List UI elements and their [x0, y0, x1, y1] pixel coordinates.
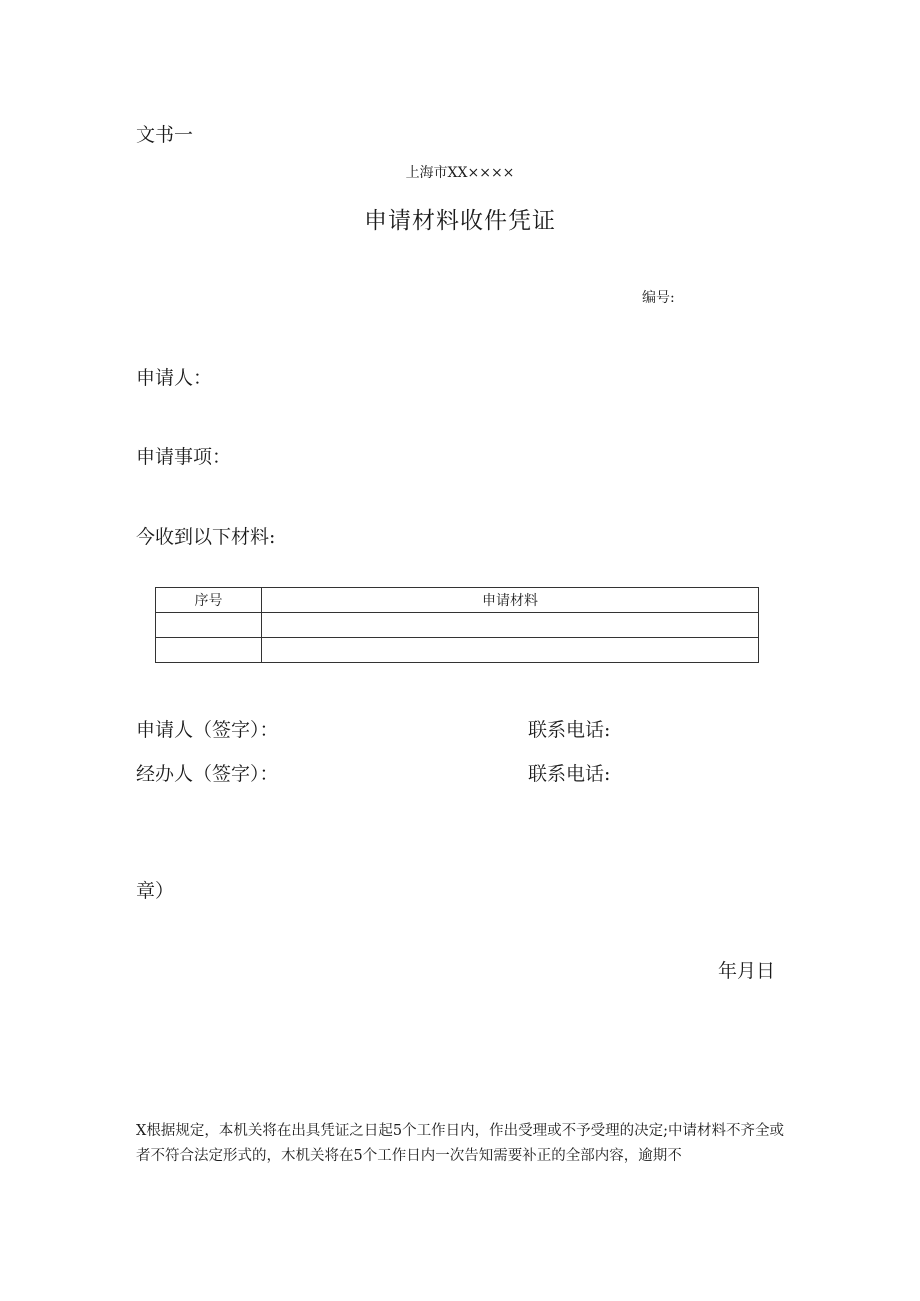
organization-name: 上海市XX×××× — [405, 165, 515, 181]
matter-field-label: 申请事项： — [136, 446, 232, 468]
table-cell — [262, 638, 759, 663]
column-header-number: 序号 — [156, 588, 262, 613]
page-title: 申请材料收件凭证 — [364, 208, 556, 234]
footnote-text: X根据规定，本机关将在出具凭证之日起5个工作日内，作出受理或不予受理的决定;中请材料不齐全或者不符合法定形式的，木机关将在5个工作日内一次告知需要补正的全部内容，逾期不 — [136, 1123, 784, 1164]
applicant-signature-label: 申请人（签字）： — [136, 719, 279, 741]
applicant-field-label: 申请人： — [136, 367, 213, 389]
table-header-row — [156, 588, 759, 613]
column-header-materials: 申请材料 — [262, 588, 759, 613]
date-label: 年月日 — [718, 960, 776, 982]
seal-label: 章） — [136, 880, 175, 902]
table-row — [156, 613, 759, 638]
table-cell — [156, 638, 262, 663]
received-materials-label: 今收到以下材料: — [136, 526, 276, 548]
materials-table — [155, 587, 759, 663]
serial-number-label: 编号: — [642, 290, 675, 306]
handler-signature-label: 经办人（签字）： — [136, 763, 279, 785]
handler-phone-label: 联系电话: — [528, 763, 611, 785]
table-row — [156, 638, 759, 663]
document-label: 文书一 — [136, 124, 194, 146]
table-cell — [156, 613, 262, 638]
applicant-phone-label: 联系电话: — [528, 719, 611, 741]
table-cell — [262, 613, 759, 638]
